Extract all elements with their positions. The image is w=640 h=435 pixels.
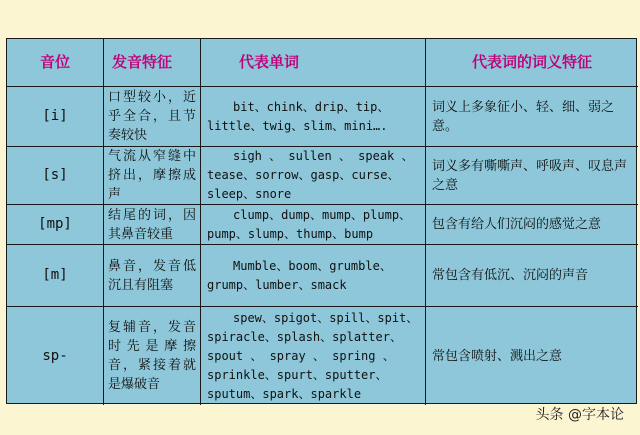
- phoneme-cell: [i]: [7, 87, 104, 147]
- phoneme-cell: [m]: [7, 245, 104, 307]
- phoneme-cell: [s]: [7, 147, 104, 205]
- watermark: 头条 @字本论: [535, 407, 624, 423]
- word-line: tease、sorrow、gasp、curse、: [207, 168, 400, 182]
- word-line: grump、lumber、smack: [207, 277, 347, 292]
- meaning-cell: 常包含喷射、溅出之意: [432, 348, 563, 364]
- word-line: spiracle、splash、splatter、: [207, 329, 402, 344]
- meaning-cell: 包含有给人们沉闷的感觉之意: [426, 205, 638, 245]
- words-cell: [201, 87, 426, 147]
- word-line: spout 、 spray 、 spring 、: [207, 348, 395, 363]
- word-line: sputum、spark、sparkle: [207, 386, 362, 401]
- word-line: sleep、snore: [207, 187, 292, 201]
- header-words: 代表单词: [201, 39, 426, 87]
- words-cell: [201, 147, 426, 205]
- features-cell: 气流从窄缝中挤出，摩擦成声: [104, 147, 201, 205]
- meaning-cell: 词义多有嘶嘶声、呼吸声、叹息声之意: [426, 147, 638, 205]
- word-line: pump、slump、thump、bump: [207, 226, 374, 241]
- phoneme-cell: sp-: [7, 307, 104, 405]
- meaning-cell: 词义上多象征小、轻、细、弱之意。: [426, 87, 638, 147]
- word-line: Mumble、boom、grumble、: [233, 258, 392, 273]
- phoneme-cell: [mp]: [7, 205, 104, 245]
- words-cell: [201, 307, 426, 405]
- words-cell: [201, 245, 426, 307]
- word-line: sigh 、 sullen 、 speak 、: [233, 149, 414, 163]
- meaning-cell: 常包含有低沉、沉闷的声音: [426, 245, 638, 307]
- word-line: bit、chink、drip、tip、: [233, 99, 390, 114]
- word-line: clump、dump、mump、plump、: [233, 207, 412, 222]
- words-cell: [201, 205, 426, 245]
- header-phoneme: 音位: [7, 39, 104, 87]
- features-cell: 复辅音，发音时先是摩擦音，紧接着就是爆破音: [104, 307, 201, 405]
- features-cell: 口型较小，近乎全合，且节奏较快: [104, 87, 201, 147]
- features-cell: 结尾的词，因其鼻音较重: [104, 205, 201, 245]
- phoneme-table: [6, 38, 637, 404]
- word-line: sprinkle、spurt、sputter、: [207, 367, 388, 382]
- header-features: 发音特征: [104, 39, 201, 87]
- header-meaning: 代表词的词义特征: [426, 39, 638, 87]
- word-line: little、twig、slim、mini….: [207, 118, 388, 133]
- word-line: spew、spigot、spill、spit、: [233, 310, 419, 325]
- features-cell: 鼻音，发音低沉且有阻塞: [104, 245, 201, 307]
